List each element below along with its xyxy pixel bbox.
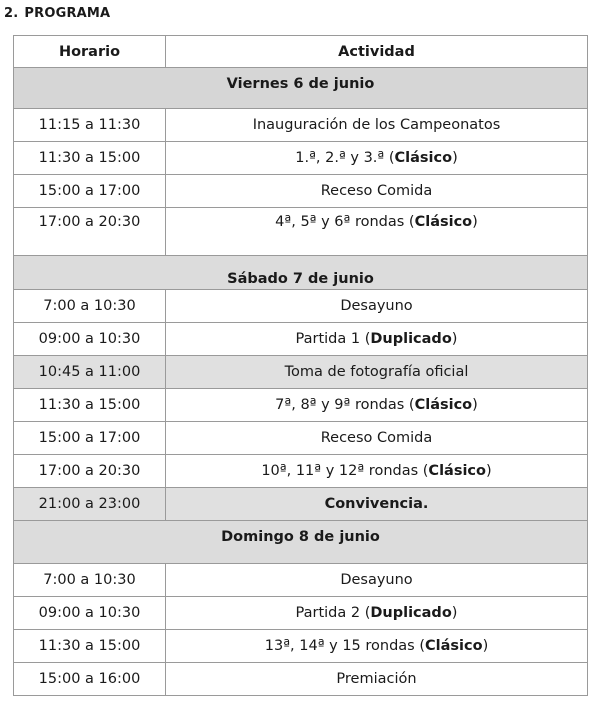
section-title: PROGRAMA	[24, 6, 111, 21]
table-row	[14, 597, 588, 630]
time-cell: 7:00 a 10:30	[14, 564, 166, 597]
activity-cell: Desayuno	[166, 290, 588, 323]
activity-emphasis: Clásico	[414, 397, 473, 413]
time-cell: 10:45 a 11:00	[14, 356, 166, 389]
activity-cell: Toma de fotografía oficial	[166, 356, 588, 389]
activity-cell: 10ª, 11ª y 12ª rondas (Clásico)	[166, 455, 588, 488]
day-label: Sábado 7 de junio	[14, 256, 588, 290]
activity-emphasis: Clásico	[425, 638, 483, 654]
table-row	[14, 142, 588, 175]
activity-cell: 1.ª, 2.ª y 3.ª (Clásico)	[166, 142, 588, 175]
table-row	[14, 290, 588, 323]
time-cell: 11:15 a 11:30	[14, 109, 166, 142]
activity-cell: Inauguración de los Campeonatos	[166, 109, 588, 142]
day-row-sabado	[14, 256, 588, 290]
activity-cell: Partida 2 (Duplicado)	[166, 597, 588, 630]
activity-cell: Desayuno	[166, 564, 588, 597]
activity-cell: Receso Comida	[166, 175, 588, 208]
program-table	[13, 35, 588, 696]
day-label: Viernes 6 de junio	[14, 68, 588, 109]
table-row	[14, 175, 588, 208]
table-row	[14, 323, 588, 356]
activity-emphasis: Convivencia.	[324, 496, 429, 512]
activity-cell: Premiación	[166, 663, 588, 696]
table-row	[14, 389, 588, 422]
time-cell: 11:30 a 15:00	[14, 389, 166, 422]
activity-cell: 13ª, 14ª y 15 rondas (Clásico)	[166, 630, 588, 663]
time-cell: 09:00 a 10:30	[14, 597, 166, 630]
time-cell: 21:00 a 23:00	[14, 488, 166, 521]
day-row-domingo	[14, 521, 588, 564]
table-row	[14, 422, 588, 455]
time-cell: 09:00 a 10:30	[14, 323, 166, 356]
day-label: Domingo 8 de junio	[14, 521, 588, 564]
time-cell: 11:30 a 15:00	[14, 630, 166, 663]
table-row	[14, 109, 588, 142]
time-cell: 11:30 a 15:00	[14, 142, 166, 175]
table-row	[14, 455, 588, 488]
table-row	[14, 356, 588, 389]
column-header-actividad: Actividad	[166, 36, 588, 68]
activity-cell: 4ª, 5ª y 6ª rondas (Clásico)	[166, 208, 588, 256]
column-header-horario: Horario	[14, 36, 166, 68]
activity-cell	[166, 488, 588, 521]
table-header-row	[14, 36, 588, 68]
activity-emphasis: Clásico	[414, 214, 473, 230]
table-row	[14, 208, 588, 256]
time-cell: 17:00 a 20:30	[14, 455, 166, 488]
activity-emphasis: Duplicado	[370, 605, 452, 621]
section-heading	[4, 6, 110, 21]
activity-emphasis: Clásico	[394, 150, 453, 166]
activity-emphasis: Duplicado	[370, 331, 452, 347]
table-row	[14, 488, 588, 521]
section-number: 2.	[4, 6, 19, 21]
day-row-viernes	[14, 68, 588, 109]
time-cell: 15:00 a 16:00	[14, 663, 166, 696]
activity-cell: Receso Comida	[166, 422, 588, 455]
time-cell: 15:00 a 17:00	[14, 422, 166, 455]
activity-cell: Partida 1 (Duplicado)	[166, 323, 588, 356]
table-row	[14, 663, 588, 696]
activity-emphasis: Clásico	[428, 463, 486, 479]
time-cell: 17:00 a 20:30	[14, 208, 166, 256]
time-cell: 15:00 a 17:00	[14, 175, 166, 208]
activity-cell: 7ª, 8ª y 9ª rondas (Clásico)	[166, 389, 588, 422]
table-row	[14, 630, 588, 663]
time-cell: 7:00 a 10:30	[14, 290, 166, 323]
table-row	[14, 564, 588, 597]
